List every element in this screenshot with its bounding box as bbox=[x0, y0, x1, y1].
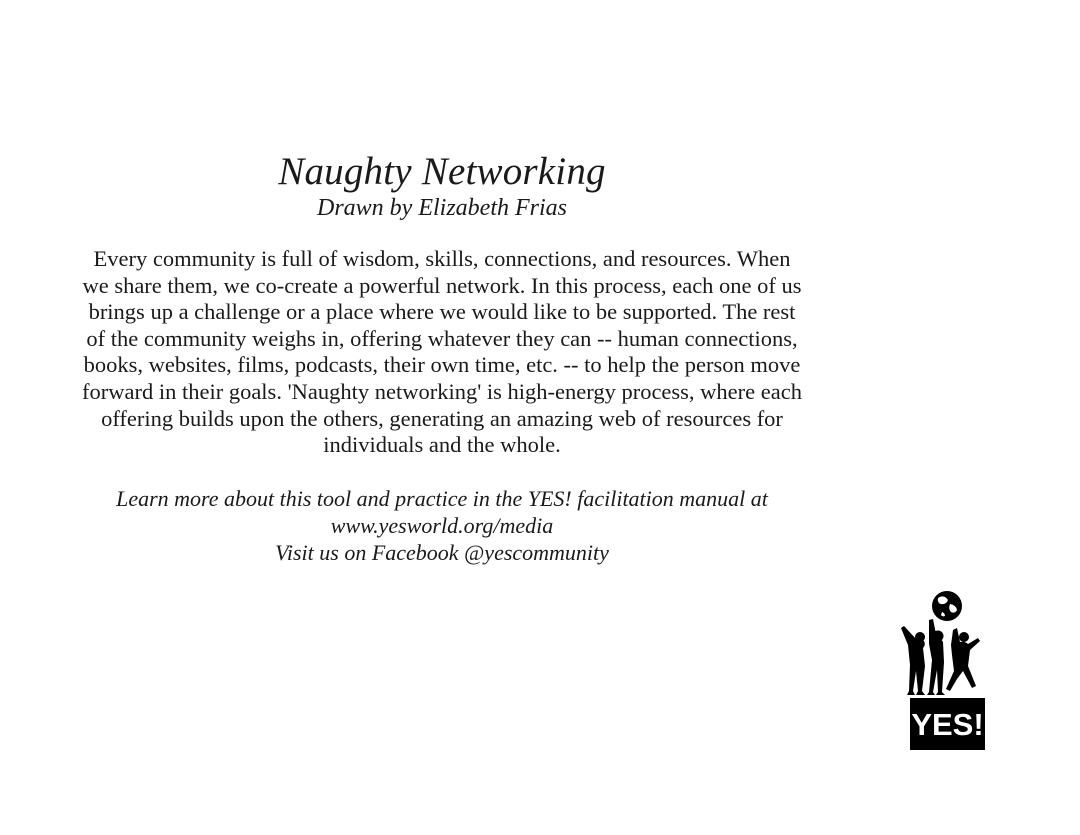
card-text-block bbox=[72, 150, 812, 566]
yes-logo-icon bbox=[898, 590, 988, 752]
logo-text: YES! bbox=[911, 707, 984, 742]
card-title: Naughty Networking bbox=[278, 150, 606, 193]
card-subtitle: Drawn by Elizabeth Frias bbox=[317, 195, 567, 221]
facebook-text: Visit us on Facebook @yescommunity bbox=[275, 539, 609, 565]
card-description: Every community is full of wisdom, skills, connections, and resources. When we share them, we co-create a powerful network. In this process, each one of us brings up a challenge or a place where we would like to be supported. The rest of the community weighs in, offering whatever they can -- human connections, books, websites, films, podcasts, their own time, etc. -- to help the person move forward in their goals. 'Naughty networking' is high-energy process, where each offering builds upon the others, generating an amazing web of resources for individuals and the whole. bbox=[82, 246, 802, 458]
website-link[interactable]: www.yesworld.org/media bbox=[330, 512, 554, 538]
learn-more-text: Learn more about this tool and practice in the YES! facilitation manual at bbox=[116, 485, 768, 511]
